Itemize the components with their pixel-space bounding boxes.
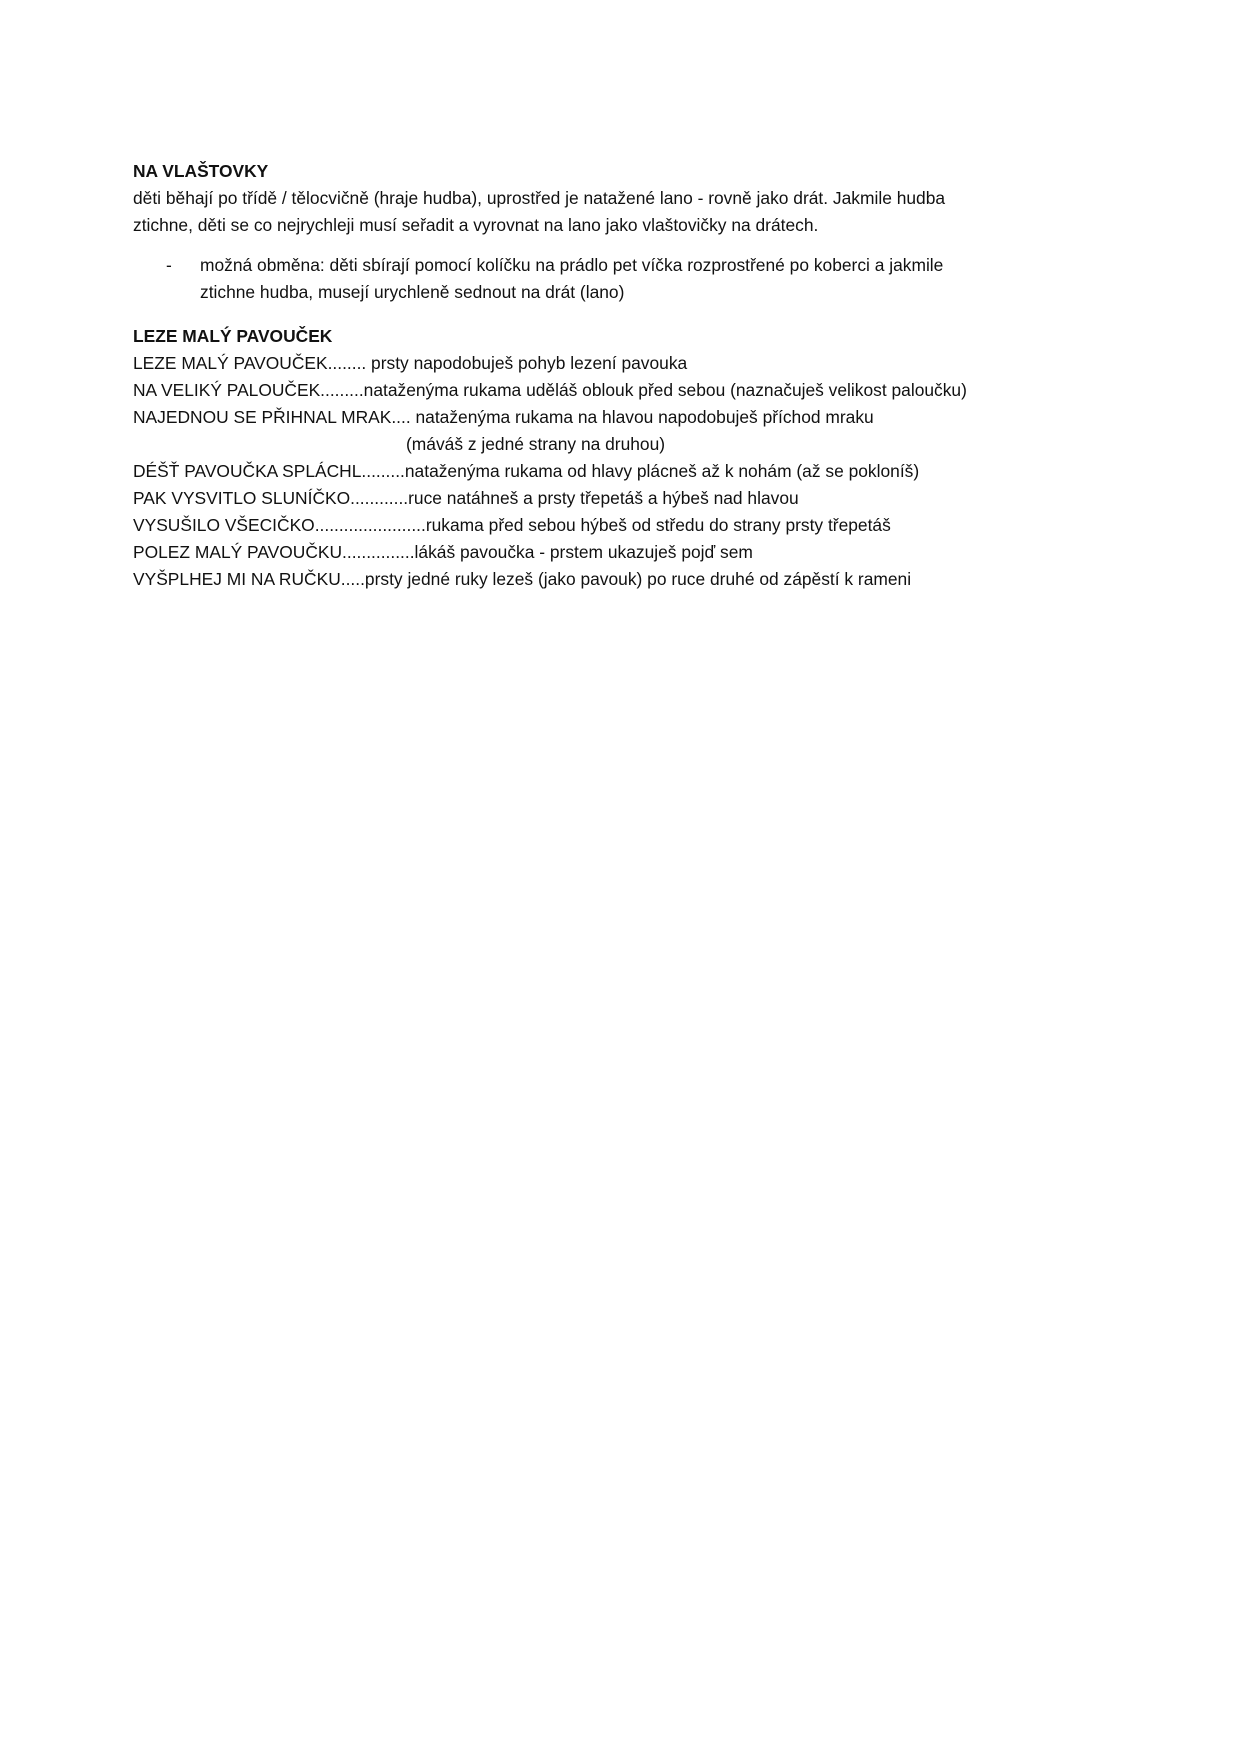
lyric-line: DÉŠŤ PAVOUČKA SPLÁCHL.........nataženýma rukama od hlavy plácneš až k nohám (až se pokloníš) [133, 461, 920, 481]
lyric-line: POLEZ MALÝ PAVOUČKU...............lákáš pavoučka - prstem ukazuješ pojď sem [133, 542, 753, 562]
lyric-line: NA VELIKÝ PALOUČEK.........nataženýma rukama uděláš oblouk před sebou (naznačuješ velikost paloučku) [133, 380, 967, 400]
section-heading-leze-maly-pavoucek: LEZE MALÝ PAVOUČEK [133, 326, 333, 346]
variation-list [133, 252, 983, 306]
bullet-dash: - [166, 255, 172, 275]
list-item-text: možná obměna: děti sbírají pomocí kolíčku na prádlo pet víčka rozprostřené po koberci a jakmile ztichne hudba, musejí urychleně sednout na drát (lano) [200, 255, 944, 302]
lyric-line: VYŠPLHEJ MI NA RUČKU.....prsty jedné ruky lezeš (jako pavouk) po ruce druhé od zápěstí k rameni [133, 569, 912, 589]
lyric-line-continuation: (máváš z jedné strany na druhou) [406, 434, 666, 454]
list-item [133, 252, 983, 306]
section-heading-na-vlastovky: NA VLAŠTOVKY [133, 161, 269, 181]
lyric-line: LEZE MALÝ PAVOUČEK........ prsty napodobuješ pohyb lezení pavouka [133, 353, 688, 373]
document-body [133, 158, 983, 593]
lyric-line: NAJEDNOU SE PŘIHNAL MRAK.... nataženýma rukama na hlavou napodobuješ příchod mraku [133, 407, 874, 427]
section-paragraph: děti běhají po třídě / tělocvičně (hraje hudba), uprostřed je natažené lano - rovně jako drát. Jakmile hudba ztichne, děti se co nejrychleji musí seřadit a vyrovnat na lano jako vlaštovičky na drátech. [133, 188, 946, 235]
lyric-line: PAK VYSVITLO SLUNÍČKO............ruce natáhneš a prsty třepetáš a hýbeš nad hlavou [133, 488, 799, 508]
lyric-line: VYSUŠILO VŠECIČKO.......................rukama před sebou hýbeš od středu do strany prsty třepetáš [133, 515, 891, 535]
